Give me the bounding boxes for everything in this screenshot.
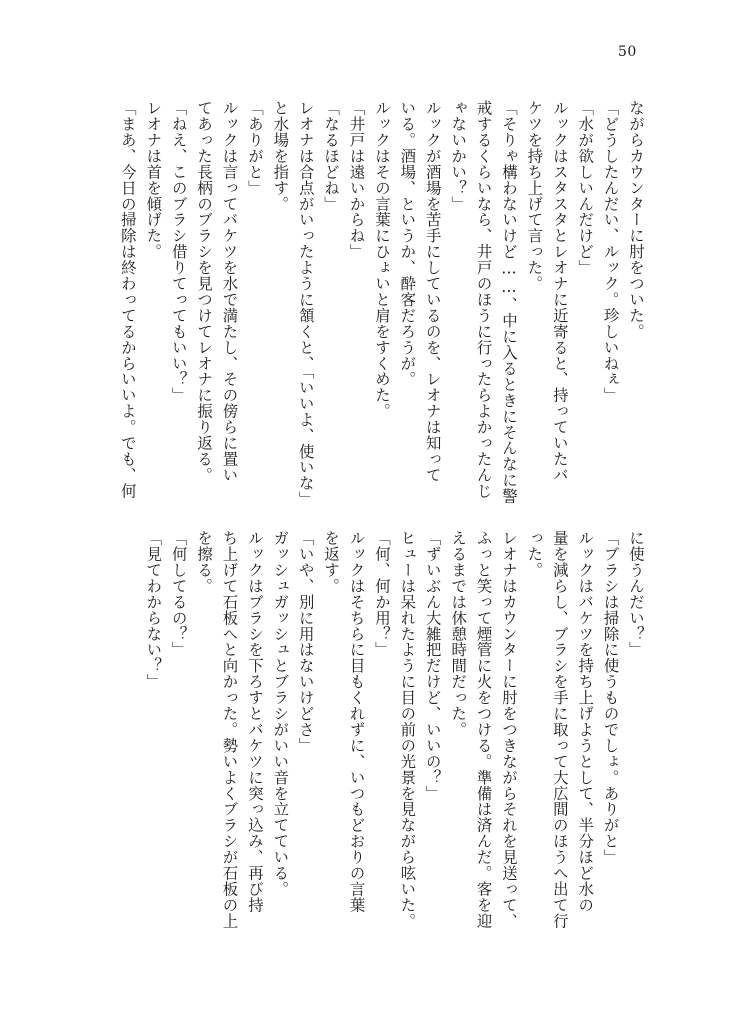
- text-line: てあった長柄のブラシを見つけてレオナに振り返る。: [195, 100, 214, 483]
- upper-text-block: [118, 100, 648, 507]
- text-line: ケツを持ち上げて言った。: [525, 100, 544, 292]
- text-line: 「ねえ、このブラシ借りてってもいい？」: [169, 100, 188, 404]
- text-line: レオナは合点がいったように頷くと、「いいよ、使いな」: [296, 100, 315, 507]
- text-line: 「ありがと」: [245, 100, 264, 196]
- text-line: 「どうしたんだい、ルック。珍しいねぇ」: [601, 100, 620, 404]
- text-line: 「何、何か用？」: [372, 530, 391, 658]
- text-line: を擦る。: [195, 530, 214, 594]
- text-line: レオナはカウンターに肘をつきながらそれを見送って、: [499, 530, 518, 929]
- text-line: 「ブラシは掃除に使うものでしょ。ありがと」: [601, 530, 620, 865]
- text-line: ルックは言ってバケツを水で満たし、その傍らに置い: [220, 100, 239, 483]
- text-line: 「井戸は遠いからね」: [347, 100, 366, 260]
- lower-text-block: [138, 530, 648, 930]
- text-line: 戒するくらいなら、井戸のほうに行ったらよかったんじ: [474, 100, 493, 499]
- text-line: 「何してるの？」: [169, 530, 188, 658]
- page-number: 50: [618, 44, 637, 60]
- text-line: いる。酒場、というか、酔客だろうが。: [398, 100, 417, 388]
- text-line: ち上げて石板へと向かった。勢いよくブラシが石板の上: [220, 530, 239, 929]
- text-line: 「水が欲しいんだけど」: [576, 100, 595, 276]
- text-line: 「いや、別に用はないけどさ」: [296, 530, 315, 754]
- text-line: ながらカウンターに肘をついた。: [627, 100, 645, 340]
- text-line: ゃないかい？」: [449, 100, 468, 212]
- text-line: を返す。: [322, 530, 341, 594]
- text-line: と水場を指す。: [271, 100, 290, 212]
- text-line: 「ずいぶん大雑把だけど、いいの？」: [423, 530, 442, 802]
- text-line: 「そりゃ構わないけど……、中に入るときにそんなに警: [499, 100, 518, 504]
- text-line: ふっと笑って煙管に火をつける。準備は済んだ。客を迎: [474, 530, 493, 929]
- text-line: ルックはスタスタとレオナに近寄ると、持っていたバ: [550, 100, 569, 483]
- text-line: 量を減らし、ブラシを手に取って大広間のほうへ出て行: [550, 530, 569, 929]
- text-line: ヒューは呆れたように目の前の光景を見ながら呟いた。: [398, 530, 417, 929]
- text-line: に使うんだい？」: [627, 530, 645, 658]
- text-line: った。: [525, 530, 544, 578]
- text-line: 「まあ、今日の掃除は終わってるからいいよ。でも、何: [118, 100, 137, 499]
- text-line: えるまでは休憩時間だった。: [449, 530, 468, 738]
- text-line: ガッシュガッシュとブラシがいい音を立てている。: [271, 530, 290, 897]
- text-line: ルックはバケツを持ち上げようとして、半分ほど水の: [576, 530, 595, 913]
- text-line: レオナは首を傾げた。: [144, 100, 163, 260]
- text-line: 「見てわからない？」: [144, 530, 163, 690]
- text-line: ルックはそちらに目もくれずに、いつもどおりの言葉: [347, 530, 366, 913]
- text-line: ルックはその言葉にひょいと肩をすくめた。: [372, 100, 391, 419]
- text-line: 「なるほどね」: [322, 100, 341, 212]
- text-line: ルックはブラシを下ろすとバケツに突っ込み、再び持: [245, 530, 264, 913]
- text-line: ルックが酒場を苦手にしているのを、レオナは知って: [423, 100, 442, 483]
